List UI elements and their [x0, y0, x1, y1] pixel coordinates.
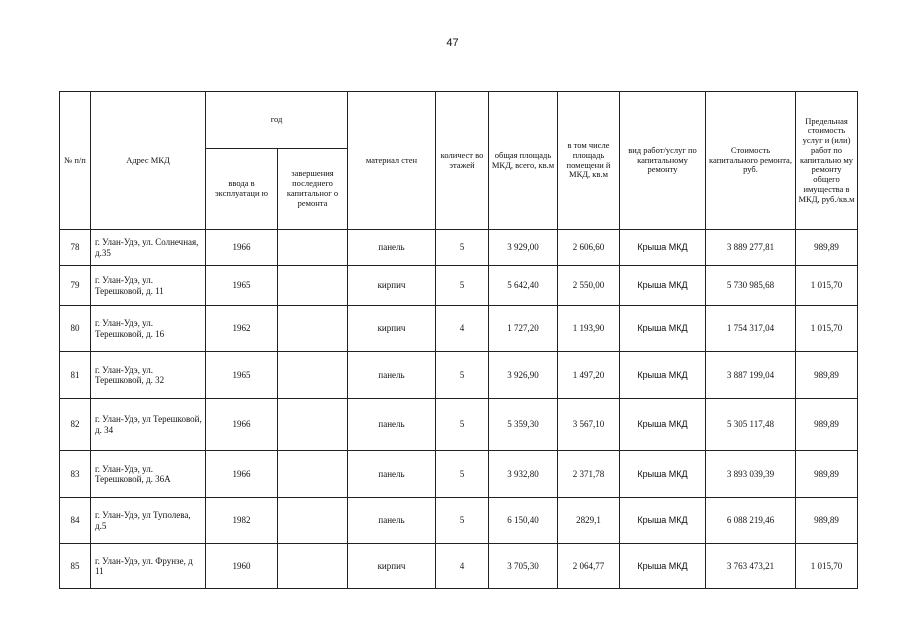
cell-max-cost: 1 015,70	[796, 266, 858, 306]
cell-total-area: 3 926,90	[489, 352, 558, 399]
cell-num: 84	[60, 498, 91, 544]
cell-year-last-repair	[278, 498, 348, 544]
cell-repair-cost: 6 088 219,46	[706, 498, 796, 544]
header-year-commission: ввода в эксплуатаци ю	[206, 149, 278, 230]
cell-wall-material: кирпич	[348, 306, 436, 352]
cell-year-last-repair	[278, 306, 348, 352]
cell-year-commission: 1965	[206, 352, 278, 399]
table-row	[60, 306, 858, 352]
cell-max-cost: 989,89	[796, 399, 858, 451]
cell-num: 79	[60, 266, 91, 306]
cell-total-area: 3 932,80	[489, 451, 558, 498]
cell-address: г. Улан-Удэ, ул Терешковой, д. 34	[91, 399, 206, 451]
cell-repair-cost: 1 754 317,04	[706, 306, 796, 352]
cell-premises-area: 2 606,60	[558, 230, 620, 266]
cell-wall-material: панель	[348, 352, 436, 399]
cell-address: г. Улан-Удэ, ул. Солнечная, д.35	[91, 230, 206, 266]
cell-total-area: 1 727,20	[489, 306, 558, 352]
cell-repair-cost: 5 305 117,48	[706, 399, 796, 451]
cell-premises-area: 3 567,10	[558, 399, 620, 451]
table-row	[60, 352, 858, 399]
cell-max-cost: 1 015,70	[796, 544, 858, 589]
cell-address: г. Улан-Удэ, ул Туполева, д.5	[91, 498, 206, 544]
cell-wall-material: панель	[348, 399, 436, 451]
cell-address: г. Улан-Удэ, ул. Терешковой, д. 32	[91, 352, 206, 399]
cell-wall-material: панель	[348, 498, 436, 544]
cell-max-cost: 989,89	[796, 498, 858, 544]
cell-wall-material: панель	[348, 451, 436, 498]
header-work-type: вид работ/услуг по капитальному ремонту	[620, 92, 706, 230]
cell-premises-area: 2 371,78	[558, 451, 620, 498]
header-max-cost: Предельная стоимость услуг и (или) работ по капитально му ремонту общего имущества в МКД, руб./кв.м	[796, 92, 858, 230]
cell-repair-cost: 5 730 985,68	[706, 266, 796, 306]
page-number: 47	[446, 37, 459, 49]
header-num: № п/п	[60, 92, 91, 230]
table-row	[60, 451, 858, 498]
cell-work-type: Крыша МКД	[620, 230, 706, 266]
cell-repair-cost: 3 887 199,04	[706, 352, 796, 399]
cell-year-last-repair	[278, 230, 348, 266]
cell-wall-material: кирпич	[348, 266, 436, 306]
cell-floors: 5	[436, 498, 489, 544]
cell-num: 81	[60, 352, 91, 399]
header-total-area: общая площадь МКД, всего, кв.м	[489, 92, 558, 230]
cell-year-last-repair	[278, 352, 348, 399]
cell-repair-cost: 3 889 277,81	[706, 230, 796, 266]
cell-year-commission: 1966	[206, 399, 278, 451]
table-row	[60, 266, 858, 306]
cell-floors: 5	[436, 451, 489, 498]
cell-num: 82	[60, 399, 91, 451]
table-row	[60, 544, 858, 589]
cell-year-commission: 1966	[206, 451, 278, 498]
cell-year-last-repair	[278, 544, 348, 589]
cell-work-type: Крыша МКД	[620, 498, 706, 544]
cell-year-commission: 1960	[206, 544, 278, 589]
cell-work-type: Крыша МКД	[620, 352, 706, 399]
cell-work-type: Крыша МКД	[620, 399, 706, 451]
cell-address: г. Улан-Удэ, ул. Терешковой, д. 16	[91, 306, 206, 352]
cell-max-cost: 989,89	[796, 230, 858, 266]
cell-year-last-repair	[278, 266, 348, 306]
cell-floors: 5	[436, 230, 489, 266]
cell-max-cost: 989,89	[796, 352, 858, 399]
cell-num: 80	[60, 306, 91, 352]
repair-registry-table	[59, 91, 858, 589]
table-row	[60, 399, 858, 451]
cell-floors: 4	[436, 306, 489, 352]
cell-floors: 4	[436, 544, 489, 589]
cell-floors: 5	[436, 352, 489, 399]
table-row	[60, 498, 858, 544]
cell-premises-area: 1 497,20	[558, 352, 620, 399]
cell-total-area: 3 705,30	[489, 544, 558, 589]
cell-num: 78	[60, 230, 91, 266]
cell-address: г. Улан-Удэ, ул. Терешковой, д. 36А	[91, 451, 206, 498]
cell-premises-area: 2 064,77	[558, 544, 620, 589]
header-premises-area: в том числе площадь помещени й МКД, кв.м	[558, 92, 620, 230]
header-wall-material: материал стен	[348, 92, 436, 230]
cell-address: г. Улан-Удэ, ул. Терешковой, д. 11	[91, 266, 206, 306]
cell-max-cost: 989,89	[796, 451, 858, 498]
table-body	[60, 230, 858, 589]
table-row	[60, 230, 858, 266]
header-address: Адрес МКД	[91, 92, 206, 230]
cell-floors: 5	[436, 266, 489, 306]
header-year: год	[206, 92, 348, 149]
cell-year-commission: 1962	[206, 306, 278, 352]
cell-total-area: 6 150,40	[489, 498, 558, 544]
cell-year-commission: 1982	[206, 498, 278, 544]
table-header	[60, 92, 858, 230]
header-repair-cost: Стоимость капитального ремонта, руб.	[706, 92, 796, 230]
cell-wall-material: панель	[348, 230, 436, 266]
header-floors: количест во этажей	[436, 92, 489, 230]
cell-premises-area: 2 550,00	[558, 266, 620, 306]
cell-year-last-repair	[278, 399, 348, 451]
cell-wall-material: кирпич	[348, 544, 436, 589]
cell-work-type: Крыша МКД	[620, 306, 706, 352]
cell-work-type: Крыша МКД	[620, 266, 706, 306]
cell-address: г. Улан-Удэ, ул. Фрунзе, д 11	[91, 544, 206, 589]
cell-work-type: Крыша МКД	[620, 451, 706, 498]
cell-work-type: Крыша МКД	[620, 544, 706, 589]
header-year-last-repair: завершения последнего капитальног о ремонта	[278, 149, 348, 230]
cell-repair-cost: 3 893 039,39	[706, 451, 796, 498]
cell-year-last-repair	[278, 451, 348, 498]
cell-year-commission: 1966	[206, 230, 278, 266]
cell-total-area: 5 359,30	[489, 399, 558, 451]
cell-premises-area: 2829,1	[558, 498, 620, 544]
cell-num: 83	[60, 451, 91, 498]
cell-total-area: 3 929,00	[489, 230, 558, 266]
cell-num: 85	[60, 544, 91, 589]
cell-premises-area: 1 193,90	[558, 306, 620, 352]
cell-max-cost: 1 015,70	[796, 306, 858, 352]
cell-year-commission: 1965	[206, 266, 278, 306]
cell-floors: 5	[436, 399, 489, 451]
cell-repair-cost: 3 763 473,21	[706, 544, 796, 589]
cell-total-area: 5 642,40	[489, 266, 558, 306]
